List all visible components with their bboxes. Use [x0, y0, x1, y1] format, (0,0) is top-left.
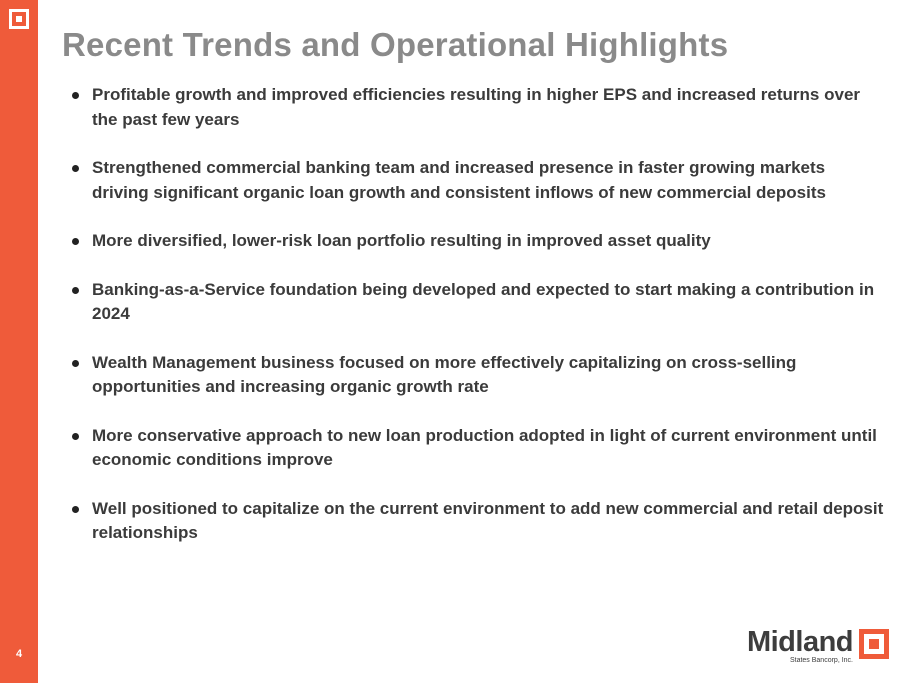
bullet-item: Well positioned to capitalize on the current environment to add new commercial and retail deposit relationships	[70, 497, 885, 546]
square-logo-icon	[859, 629, 889, 659]
square-logo-icon	[9, 9, 29, 29]
slide-title: Recent Trends and Operational Highlights	[62, 26, 729, 63]
highlights-list	[70, 83, 885, 570]
brand-subtitle: States Bancorp, Inc.	[789, 657, 853, 664]
side-accent-bar	[0, 0, 38, 683]
bullet-item: Wealth Management business focused on more effectively capitalizing on cross-selling opportunities and increasing organic growth rate	[70, 351, 885, 400]
brand-text	[747, 628, 853, 665]
bullet-item: More conservative approach to new loan production adopted in light of current environment until economic conditions improve	[70, 424, 885, 473]
bullet-item: More diversified, lower-risk loan portfolio resulting in improved asset quality	[70, 229, 885, 254]
page-number: 4	[15, 648, 23, 660]
brand-logo	[747, 628, 889, 665]
bullet-item: Profitable growth and improved efficiencies resulting in higher EPS and increased returns over the past few years	[70, 83, 885, 132]
brand-name: Midland	[746, 626, 853, 658]
bullet-item: Banking-as-a-Service foundation being developed and expected to start making a contribution in 2024	[70, 278, 885, 327]
bullet-item: Strengthened commercial banking team and increased presence in faster growing markets driving significant organic loan growth and consistent inflows of new commercial deposits	[70, 156, 885, 205]
